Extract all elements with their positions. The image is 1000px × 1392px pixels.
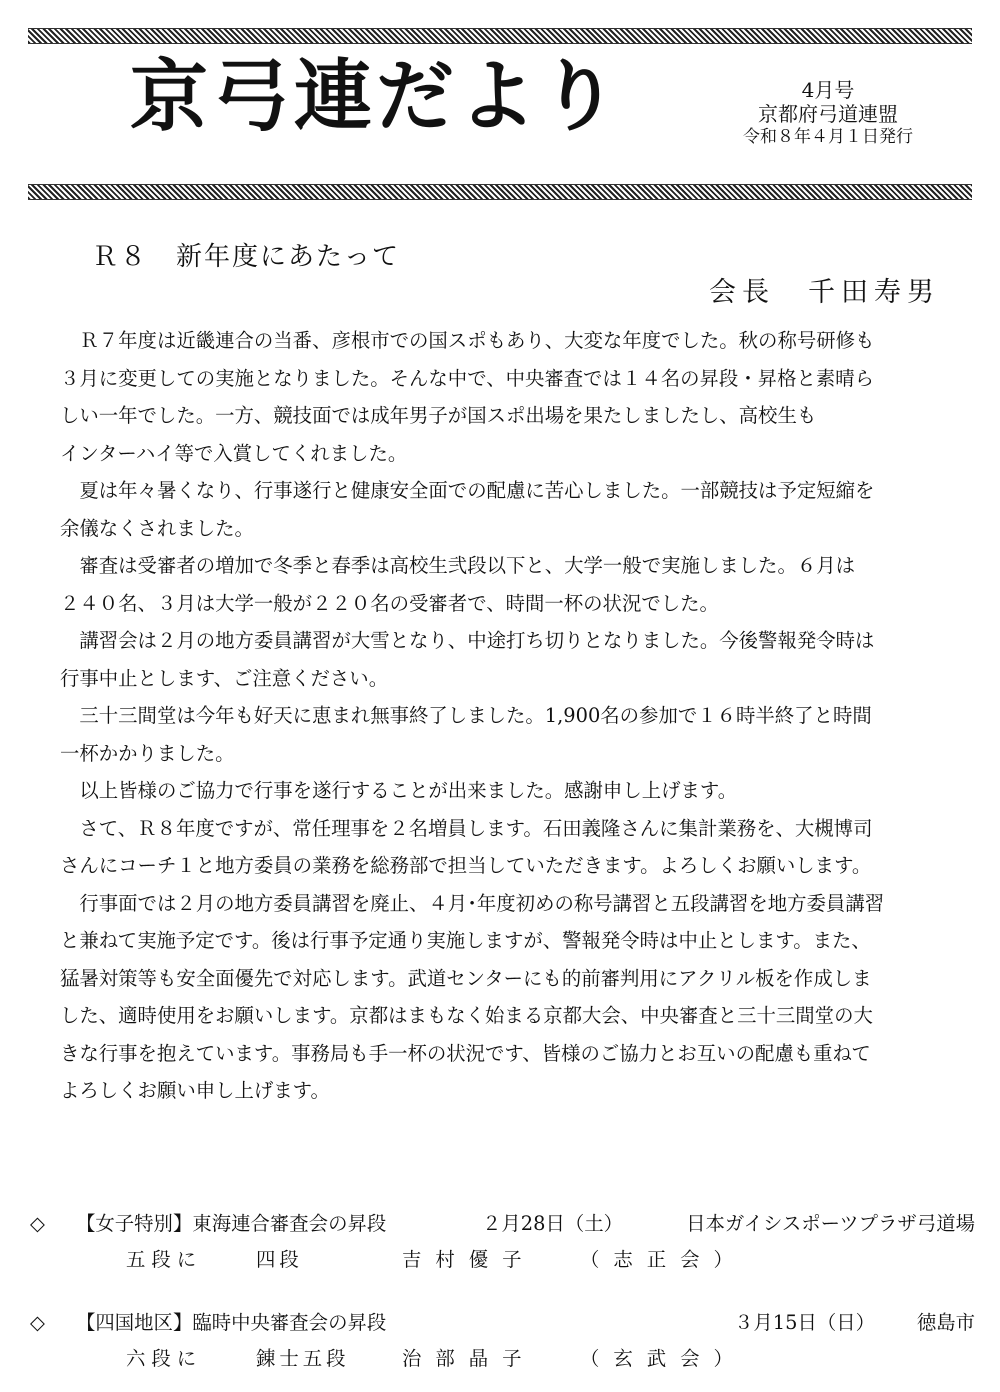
notice-date: ２月28日（土） (482, 1212, 624, 1235)
article-line: 三十三間堂は今年も好天に恵まれ無事終了しました。1,900名の参加で１６時半終了と時間 (60, 704, 872, 727)
newsletter-title: 京弓連だより (130, 51, 623, 142)
article-line: 行事中止とします、ご注意ください。 (60, 666, 389, 690)
new-grade: 六段に (126, 1347, 203, 1370)
article-line: 一杯かかりました。 (60, 741, 235, 765)
article-line: よろしくお願い申し上げます。 (60, 1079, 330, 1102)
notice-place: 日本ガイシスポーツプラザ弓道場 (686, 1212, 975, 1235)
article-line: 講習会は２月の地方委員講習が大雪となり、中途打ち切りとなりました。今後警報発令時は (60, 629, 875, 652)
previous-grade: 錬士五段 (256, 1347, 350, 1370)
article-line: 審査は受審者の増加で冬季と春季は高校生弐段以下と、大学一般で実施しました。６月は (60, 554, 856, 577)
article-line: インターハイ等で入賞してくれました。 (60, 441, 408, 465)
article-line: 行事面では２月の地方委員講習を廃止、４月･年度初めの称号講習と五段講習を地方委員講習 (60, 891, 885, 915)
article-line: ２４０名、３月は大学一般が２２０名の受審者で、時間一杯の状況でした。 (60, 591, 719, 615)
article-line: Ｒ７年度は近畿連合の当番、彦根市での国スポもあり、大変な年度でした。秋の称号研修も (60, 329, 875, 352)
masthead-bottom-border (28, 184, 972, 200)
article-body (60, 322, 950, 1110)
article-line: きな行事を抱えています。事務局も手一杯の状況です、皆様のご協力とお互いの配慮も重ねて (60, 1041, 871, 1065)
article-line: 以上皆様のご協力で行事を遂行することが出来ました。感謝申し上げます。 (60, 779, 738, 802)
article-author: 会長 千田寿男 (709, 277, 940, 308)
article-line: さて、Ｒ８年度ですが、常任理事を２名増員します。石田義隆さんに集計業務を、大槻博司 (60, 816, 873, 840)
masthead-top-border (28, 28, 972, 44)
promotion-notice (30, 1305, 975, 1377)
article-title: Ｒ８ 新年度にあたって (92, 242, 401, 272)
new-grade: 五段に (126, 1248, 203, 1271)
notice-heading: 【女子特別】東海連合審査会の昇段 (76, 1212, 387, 1235)
article-line: と兼ねて実施予定です。後は行事予定通り実施しますが、警報発令時は中止とします。また、 (60, 929, 871, 952)
article-line: さんにコーチ１と地方委員の業務を総務部で担当していただきます。よろしくお願いします。 (60, 854, 872, 877)
article-line: しい一年でした。一方、競技面では成年男子が国スポ出場を果たしましたし、高校生も (60, 404, 817, 427)
article-line: 余儀なくされました。 (60, 516, 254, 540)
notice-place: 徳島市 (916, 1311, 975, 1334)
previous-grade: 四段 (256, 1248, 303, 1271)
issue-info (728, 78, 928, 148)
notice-date: ３月15日（日） (734, 1311, 876, 1334)
diamond-icon: ◇ (30, 1311, 45, 1334)
person-name: 吉村優子 (402, 1248, 536, 1271)
diamond-icon: ◇ (30, 1212, 45, 1235)
article-line: ３月に変更しての実施となりました。そんな中で、中央審査では１４名の昇段・昇格と素晴ら (60, 366, 875, 390)
person-name: 治部晶子 (402, 1347, 536, 1370)
club-name: （玄武会） (580, 1347, 747, 1370)
club-name: （志正会） (580, 1248, 747, 1271)
publisher-name: 京都府弓道連盟 (758, 102, 898, 127)
notice-heading: 【四国地区】臨時中央審査会の昇段 (76, 1311, 387, 1334)
promotion-notice (30, 1206, 975, 1278)
article-line: 夏は年々暑くなり、行事遂行と健康安全面での配慮に苦心しました。一部競技は予定短縮を (60, 479, 875, 502)
publish-date: 令和８年４月１日発行 (743, 126, 913, 147)
issue-number: 4月号 (801, 78, 855, 102)
article-line: した、適時使用をお願いします。京都はまもなく始まる京都大会、中央審査と三十三間堂の大 (60, 1004, 873, 1027)
article-line: 猛暑対策等も安全面優先で対応します。武道センターにも的前審判用にアクリル板を作成しま (60, 966, 872, 990)
